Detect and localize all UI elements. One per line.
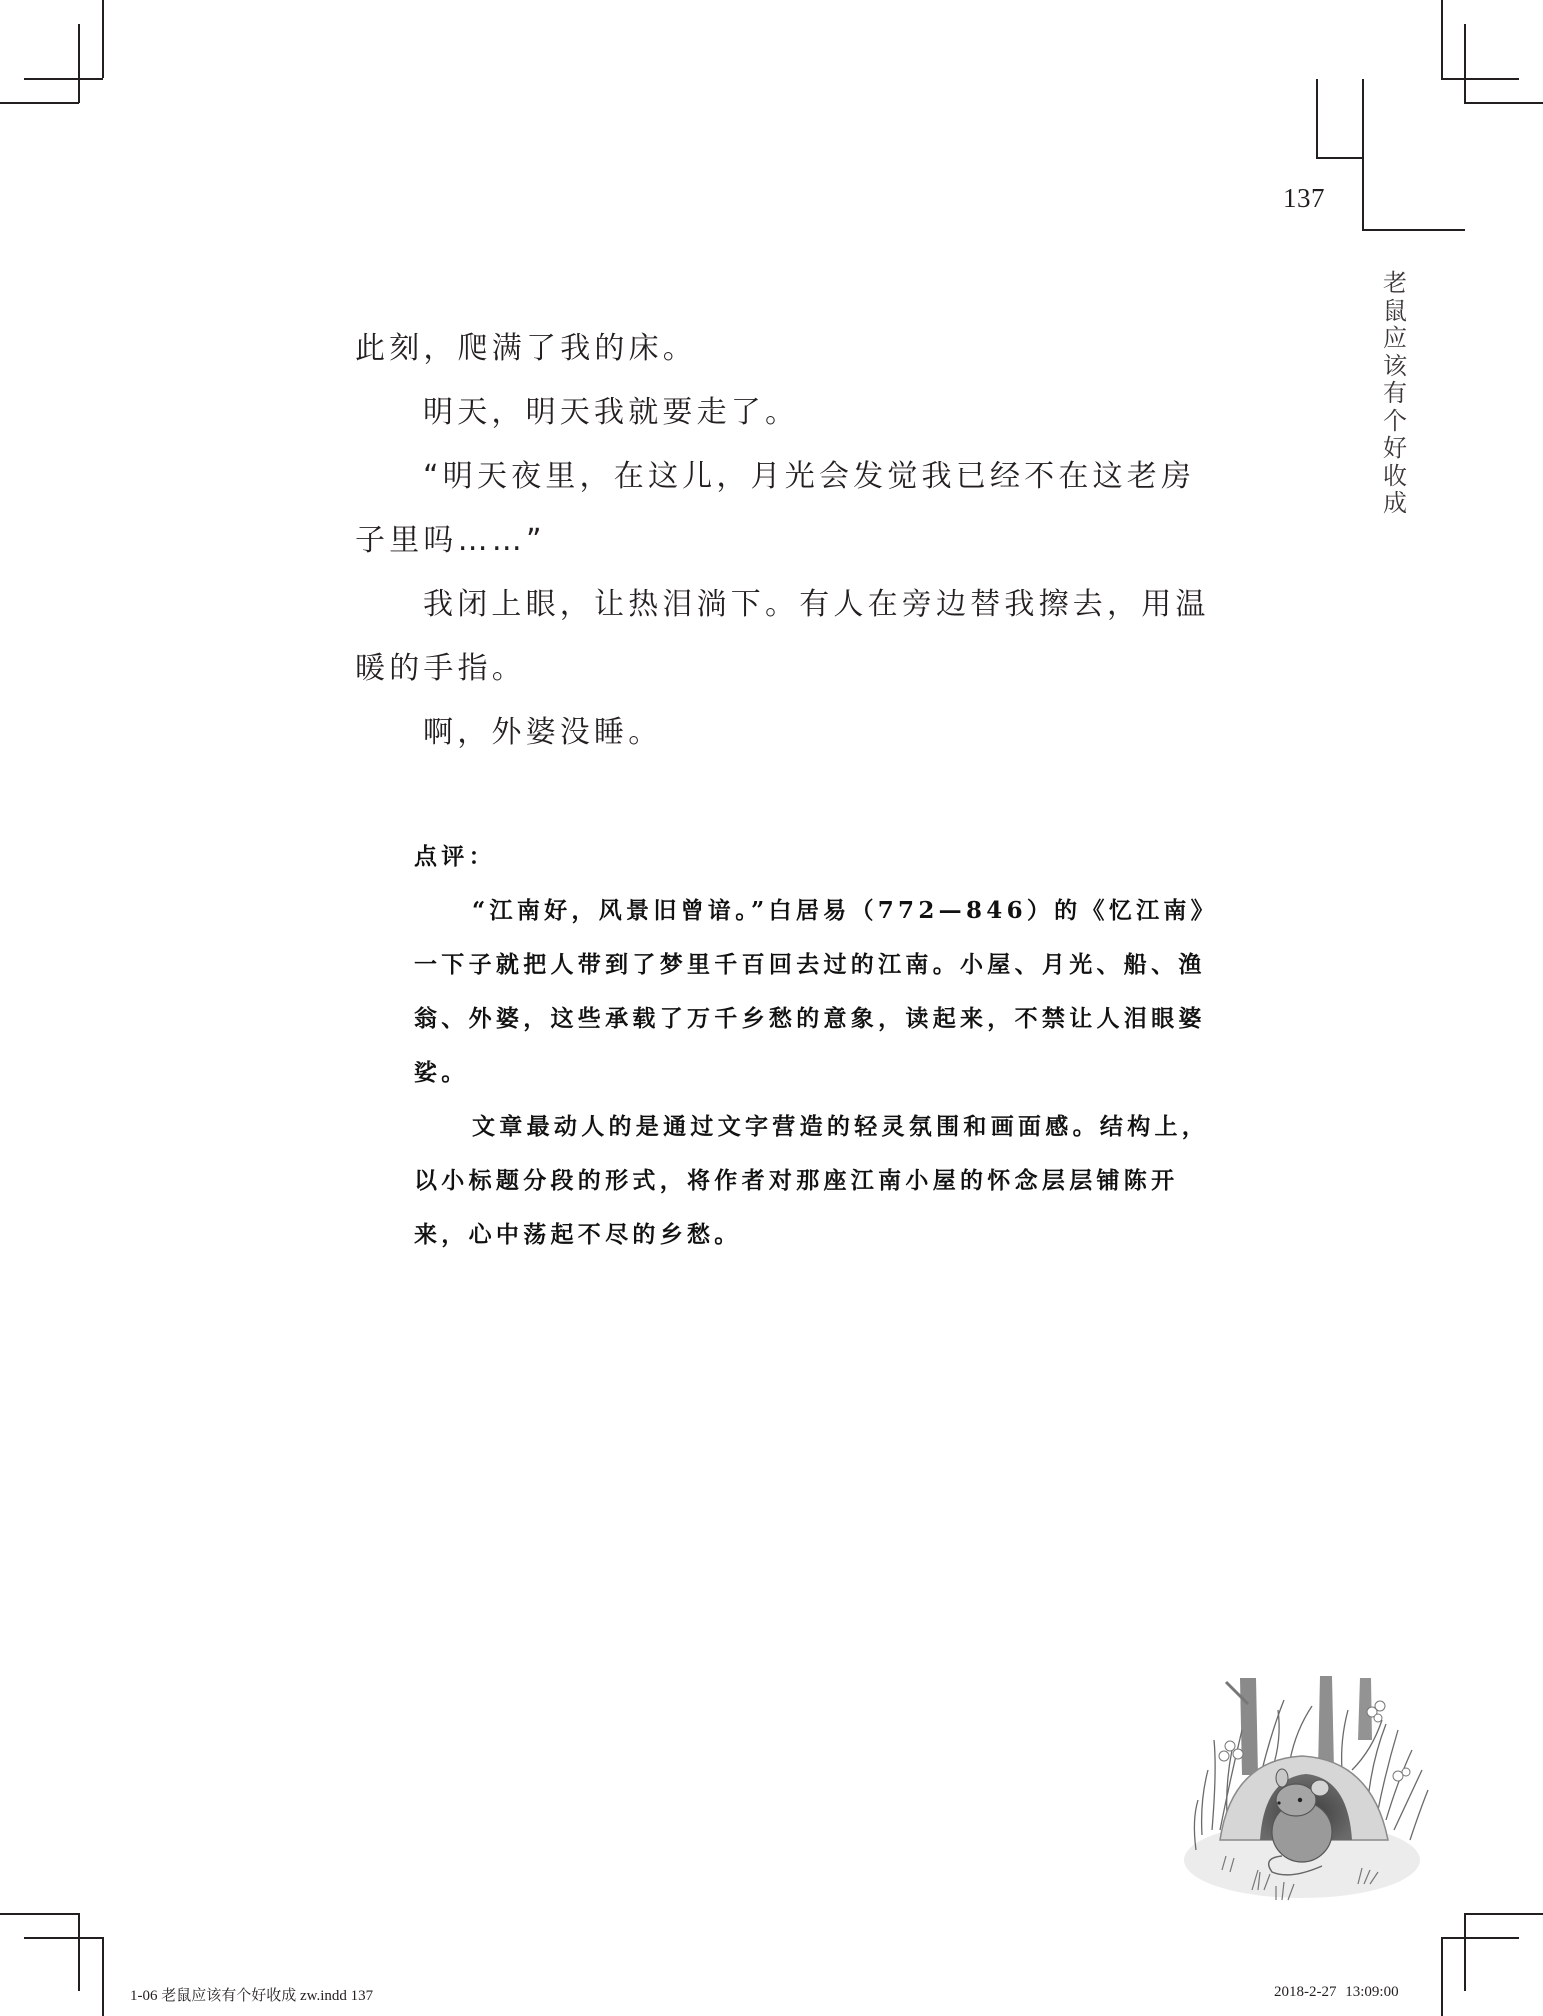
header-rule [1362, 79, 1364, 229]
crop-mark [24, 1937, 103, 1939]
crop-mark [102, 1937, 104, 2016]
crop-mark [1441, 1937, 1443, 2016]
commentary-section [414, 830, 1219, 1262]
header-rule [1316, 157, 1363, 159]
crop-mark [1464, 1913, 1466, 1991]
crop-mark [24, 78, 103, 80]
paragraph: 明天，明天我就要走了。 [423, 395, 800, 430]
paragraph: 啊，外婆没睡。 [423, 715, 663, 750]
slug-timestamp: 2018-2-27 13:09:00 [1274, 1984, 1399, 2000]
commentary-heading: 点评： [414, 843, 496, 870]
crop-mark [0, 102, 79, 104]
paragraph: “明天夜里，在这儿，月光会发觉我已经不在这老房子里吗……” [355, 459, 1196, 558]
crop-mark [1441, 0, 1443, 78]
crop-mark [1464, 102, 1543, 104]
crop-mark [0, 1913, 79, 1915]
crop-mark [78, 24, 80, 103]
header-rule [1362, 229, 1465, 231]
crop-mark [1441, 1937, 1519, 1939]
running-title: 老鼠应该有个好收成 [1383, 269, 1407, 517]
commentary-paragraph: 文章最动人的是通过文字营造的轻灵氛围和画面感。结构上，以小标题分段的形式，将作者对那座江南小屋的怀念层层铺陈开来，心中荡起不尽的乡愁。 [414, 1113, 1210, 1248]
crop-mark [1464, 24, 1466, 103]
commentary-paragraph: “江南好，风景旧曾谙。”白居易（772—846）的《忆江南》一下子就把人带到了梦里千百回去过的江南。小屋、月光、船、渔翁、外婆，这些承载了万千乡愁的意象，读起来，不禁让人泪眼婆娑。 [414, 897, 1218, 1086]
page-number: 137 [1283, 183, 1325, 213]
mouse-illustration [1172, 1660, 1434, 1908]
slug-filename: 1-06 老鼠应该有个好收成 zw.indd 137 [130, 1988, 374, 2004]
crop-mark [1441, 78, 1519, 80]
header-rule [1316, 79, 1318, 157]
body-text [355, 317, 1215, 765]
crop-mark [102, 0, 104, 78]
paragraph: 我闭上眼，让热泪淌下。有人在旁边替我擦去，用温暖的手指。 [355, 587, 1210, 686]
paragraph: 此刻，爬满了我的床。 [355, 331, 697, 366]
crop-mark [78, 1913, 80, 1991]
crop-mark [1464, 1913, 1543, 1915]
